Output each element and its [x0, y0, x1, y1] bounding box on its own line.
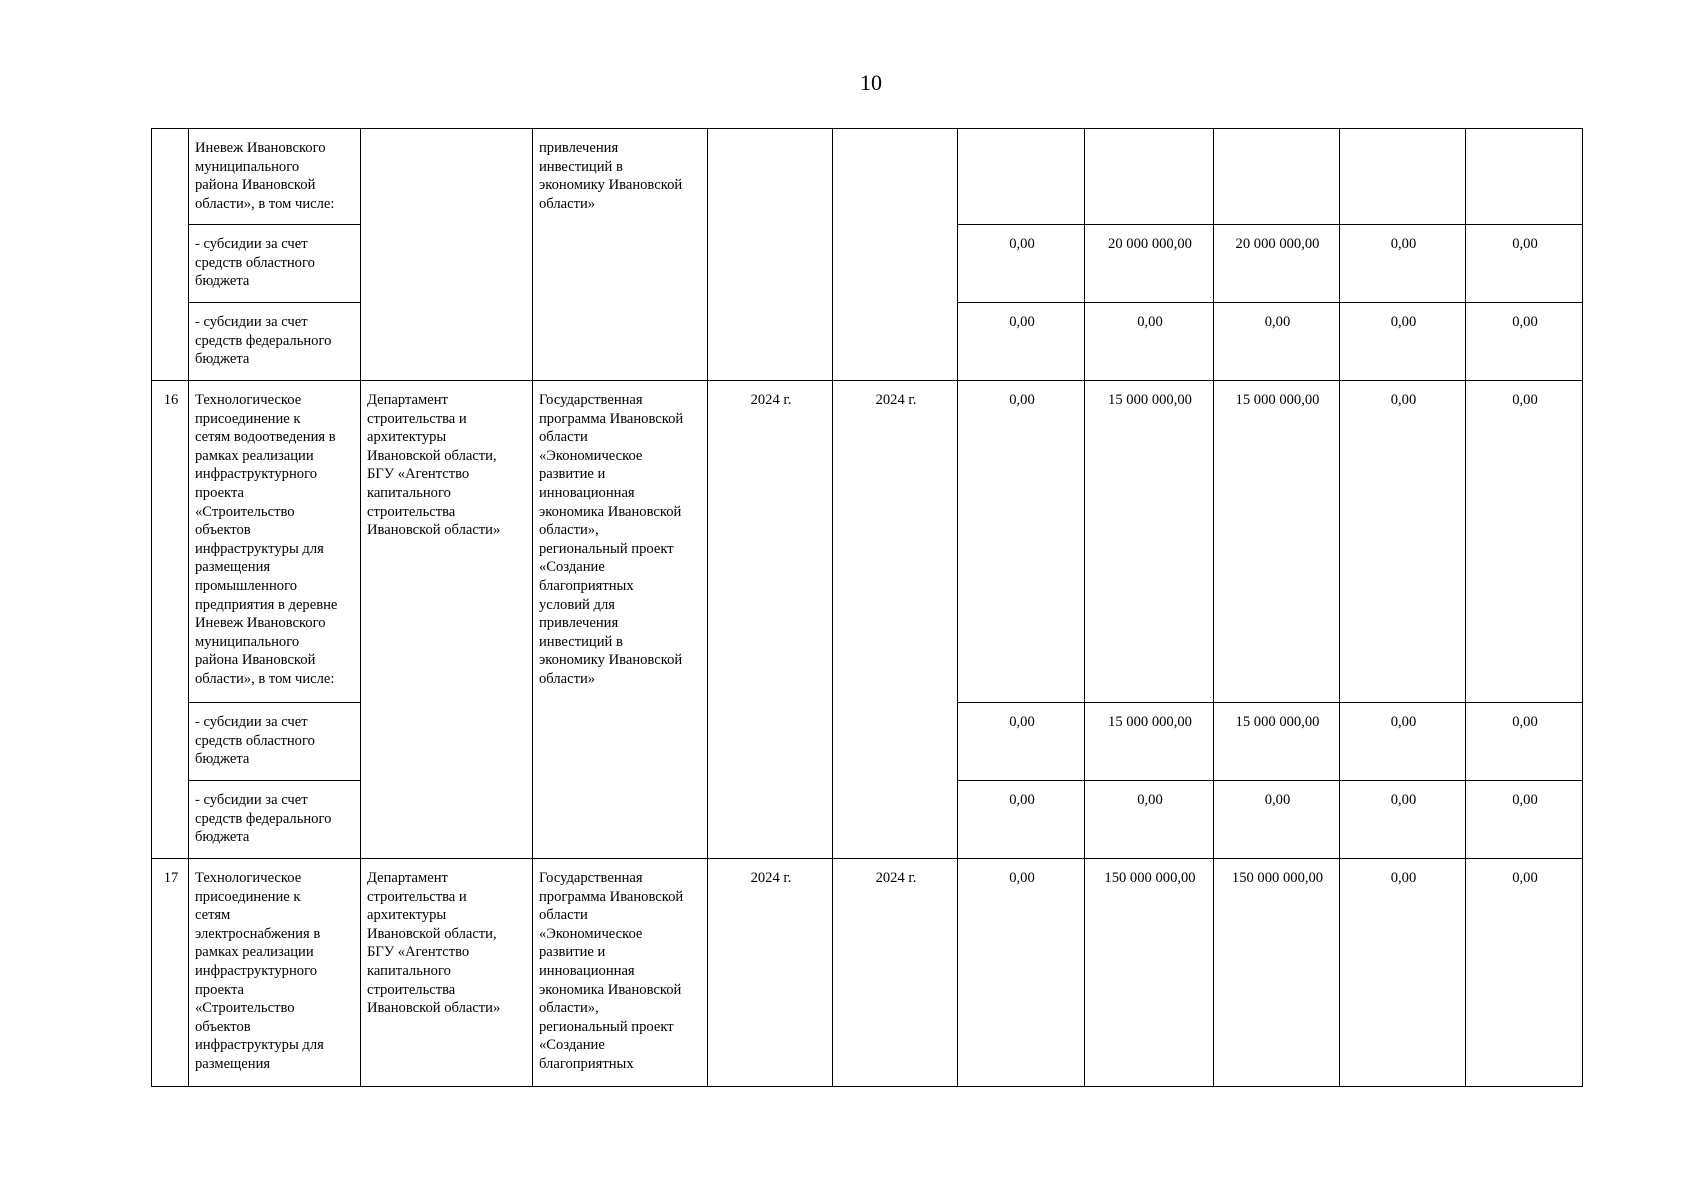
value-cell: 0,00 [1466, 303, 1583, 381]
subsidy-label: - субсидии за счет средств областного бюджета [189, 703, 361, 781]
value-cell: 0,00 [1466, 703, 1583, 781]
table-row [152, 129, 1583, 225]
value-cell: 0,00 [1466, 225, 1583, 303]
value-cell: 15 000 000,00 [1214, 703, 1340, 781]
value-cell: 150 000 000,00 [1085, 859, 1214, 1087]
value-cell: 0,00 [958, 225, 1085, 303]
value-cell: 0,00 [1340, 381, 1466, 703]
item-number-cell [152, 129, 189, 381]
subsidy-label: - субсидии за счет средств федерального бюджета [189, 303, 361, 381]
value-cell: 20 000 000,00 [1214, 225, 1340, 303]
value-cell: 15 000 000,00 [1085, 703, 1214, 781]
budget-table [151, 128, 1583, 1087]
start-year: 2024 г. [708, 859, 833, 1087]
item-description: Технологическое присоединение к сетям водоотведения в рамках реализации инфраструктурного проекта «Строительство объектов инфраструктуры для размещения промышленного предприятия в деревне Иневеж Ивановского муниципального района Ивановской области», в том числе: [189, 381, 361, 703]
end-year: 2024 г. [833, 859, 958, 1087]
start-year: 2024 г. [708, 381, 833, 859]
value-cell: 0,00 [1340, 781, 1466, 859]
value-cell: 0,00 [958, 381, 1085, 703]
value-cell: 0,00 [958, 859, 1085, 1087]
start-year-cell [708, 129, 833, 381]
value-cell: 0,00 [958, 703, 1085, 781]
value-cell [1340, 129, 1466, 225]
value-cell: 0,00 [1466, 859, 1583, 1087]
subsidy-label: - субсидии за счет средств областного бюджета [189, 225, 361, 303]
value-cell: 0,00 [1466, 381, 1583, 703]
value-cell [1214, 129, 1340, 225]
value-cell: 0,00 [958, 781, 1085, 859]
value-cell [1085, 129, 1214, 225]
value-cell: 0,00 [1466, 781, 1583, 859]
value-cell [1466, 129, 1583, 225]
value-cell: 0,00 [1214, 781, 1340, 859]
program-cell: Государственная программа Ивановской области «Экономическое развитие и инновационная экономика Ивановской области», региональный проект «Создание благоприятных условий для привлечения инвестиций в экономику Ивановской области» [533, 381, 708, 859]
value-cell: 0,00 [1340, 703, 1466, 781]
value-cell: 0,00 [1214, 303, 1340, 381]
value-cell: 0,00 [1085, 303, 1214, 381]
value-cell: 15 000 000,00 [1085, 381, 1214, 703]
value-cell: 0,00 [1340, 859, 1466, 1087]
executor-cell [361, 129, 533, 381]
value-cell: 20 000 000,00 [1085, 225, 1214, 303]
table-row [152, 381, 1583, 703]
value-cell [958, 129, 1085, 225]
end-year: 2024 г. [833, 381, 958, 859]
item-number: 17 [152, 859, 189, 1087]
executor-cell: Департамент строительства и архитектуры Ивановской области, БГУ «Агентство капитального строительства Ивановской области» [361, 381, 533, 859]
value-cell: 0,00 [1085, 781, 1214, 859]
program-cell: привлечения инвестиций в экономику Ивановской области» [533, 129, 708, 381]
program-cell: Государственная программа Ивановской области «Экономическое развитие и инновационная экономика Ивановской области», региональный проект «Создание благоприятных [533, 859, 708, 1087]
item-description: Иневеж Ивановского муниципального района Ивановской области», в том числе: [189, 129, 361, 225]
value-cell: 150 000 000,00 [1214, 859, 1340, 1087]
executor-cell: Департамент строительства и архитектуры Ивановской области, БГУ «Агентство капитального строительства Ивановской области» [361, 859, 533, 1087]
page-number: 10 [860, 70, 882, 95]
end-year-cell [833, 129, 958, 381]
value-cell: 0,00 [1340, 303, 1466, 381]
item-description: Технологическое присоединение к сетям электроснабжения в рамках реализации инфраструктурного проекта «Строительство объектов инфраструктуры для размещения [189, 859, 361, 1087]
value-cell: 0,00 [1340, 225, 1466, 303]
table-row [152, 859, 1583, 1087]
subsidy-label: - субсидии за счет средств федерального бюджета [189, 781, 361, 859]
value-cell: 0,00 [958, 303, 1085, 381]
item-number: 16 [152, 381, 189, 859]
value-cell: 15 000 000,00 [1214, 381, 1340, 703]
